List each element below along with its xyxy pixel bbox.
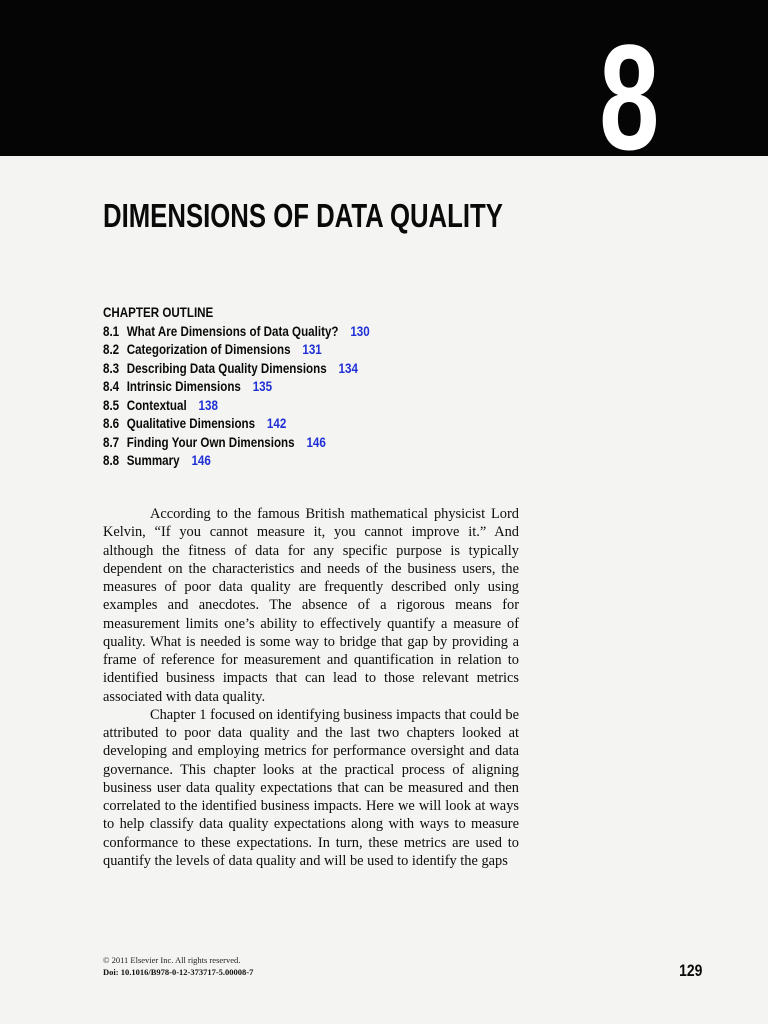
- outline-item-number: 8.8: [103, 453, 120, 468]
- outline-item: [103, 452, 370, 471]
- chapter-title: DIMENSIONS OF DATA QUALITY: [103, 197, 503, 234]
- outline-item-number: 8.4: [103, 379, 120, 394]
- outline-item-number: 8.6: [103, 416, 120, 431]
- outline-item-number: 8.7: [103, 434, 120, 450]
- outline-item: [103, 378, 370, 397]
- outline-item-page-link[interactable]: 130: [350, 323, 370, 339]
- outline-item-title: Describing Data Quality Dimensions: [126, 360, 327, 376]
- outline-item-page-link[interactable]: 146: [306, 434, 326, 450]
- outline-heading: CHAPTER OUTLINE: [103, 305, 214, 320]
- outline-item-title: Finding Your Own Dimensions: [126, 434, 295, 450]
- outline-item: [103, 360, 370, 379]
- doi-reference: Doi: 10.1016/B978-0-12-373717-5.00008-7: [103, 967, 254, 977]
- outline-item-number: 8.3: [103, 360, 120, 376]
- outline-item-number: 8.2: [103, 342, 120, 357]
- outline-item: [103, 415, 370, 434]
- chapter-banner: [0, 0, 768, 181]
- outline-item-number: 8.1: [103, 323, 120, 339]
- outline-item-title: Intrinsic Dimensions: [126, 379, 241, 394]
- page-number: 129: [678, 961, 702, 980]
- body-paragraph: Chapter 1 focused on identifying business impacts that could be attributed to poor data quality and the last two chapters looked at developing and employing metrics for performance oversight and data governance. This chapter looks at the practical process of aligning business user data quality expectations that can be measured and then correlated to the identified business impacts. Here we will look at ways to help classify data quality expectations along with ways to measure conformance to these expectations. In turn, these metrics are used to quantify the levels of data quality and will be used to identify the gaps: [103, 706, 519, 869]
- outline-item: [103, 434, 370, 453]
- chapter-number: 8: [598, 13, 656, 181]
- outline-item-number: 8.5: [103, 397, 120, 413]
- outline-item-page-link[interactable]: 131: [302, 342, 322, 357]
- copyright-notice: © 2011 Elsevier Inc. All rights reserved.: [103, 955, 241, 965]
- outline-item: [103, 397, 370, 416]
- outline-item-page-link[interactable]: 134: [338, 360, 358, 376]
- outline-item-title: What Are Dimensions of Data Quality?: [126, 323, 339, 339]
- outline-item-page-link[interactable]: 135: [252, 379, 273, 394]
- outline-item-page-link[interactable]: 142: [266, 416, 287, 431]
- outline-item-page-link[interactable]: 146: [191, 453, 211, 468]
- outline-item-title: Contextual: [126, 397, 187, 413]
- outline-item: [103, 341, 370, 360]
- body-paragraph: According to the famous British mathematical physicist Lord Kelvin, “If you cannot measure it, you cannot improve it.” And although the fitness of data for any specific purpose is typically dependent on the characteristics and needs of the business users, the measures of poor data quality are frequently described only using examples and anecdotes. The absence of a rigorous means for measurement limits one’s ability to effectively quantify a measure of quality. What is needed is some way to bridge that gap by providing a frame of reference for measurement and quantification in relation to identified business impacts that can lead to those relevant metrics associated with data quality.: [103, 506, 519, 705]
- outline-item-title: Qualitative Dimensions: [126, 416, 256, 431]
- outline-item: [103, 323, 370, 342]
- chapter-outline: [103, 304, 370, 471]
- outline-item-title: Categorization of Dimensions: [126, 342, 291, 357]
- outline-item-page-link[interactable]: 138: [198, 397, 218, 413]
- outline-item-title: Summary: [126, 453, 180, 468]
- body-text: [103, 505, 519, 870]
